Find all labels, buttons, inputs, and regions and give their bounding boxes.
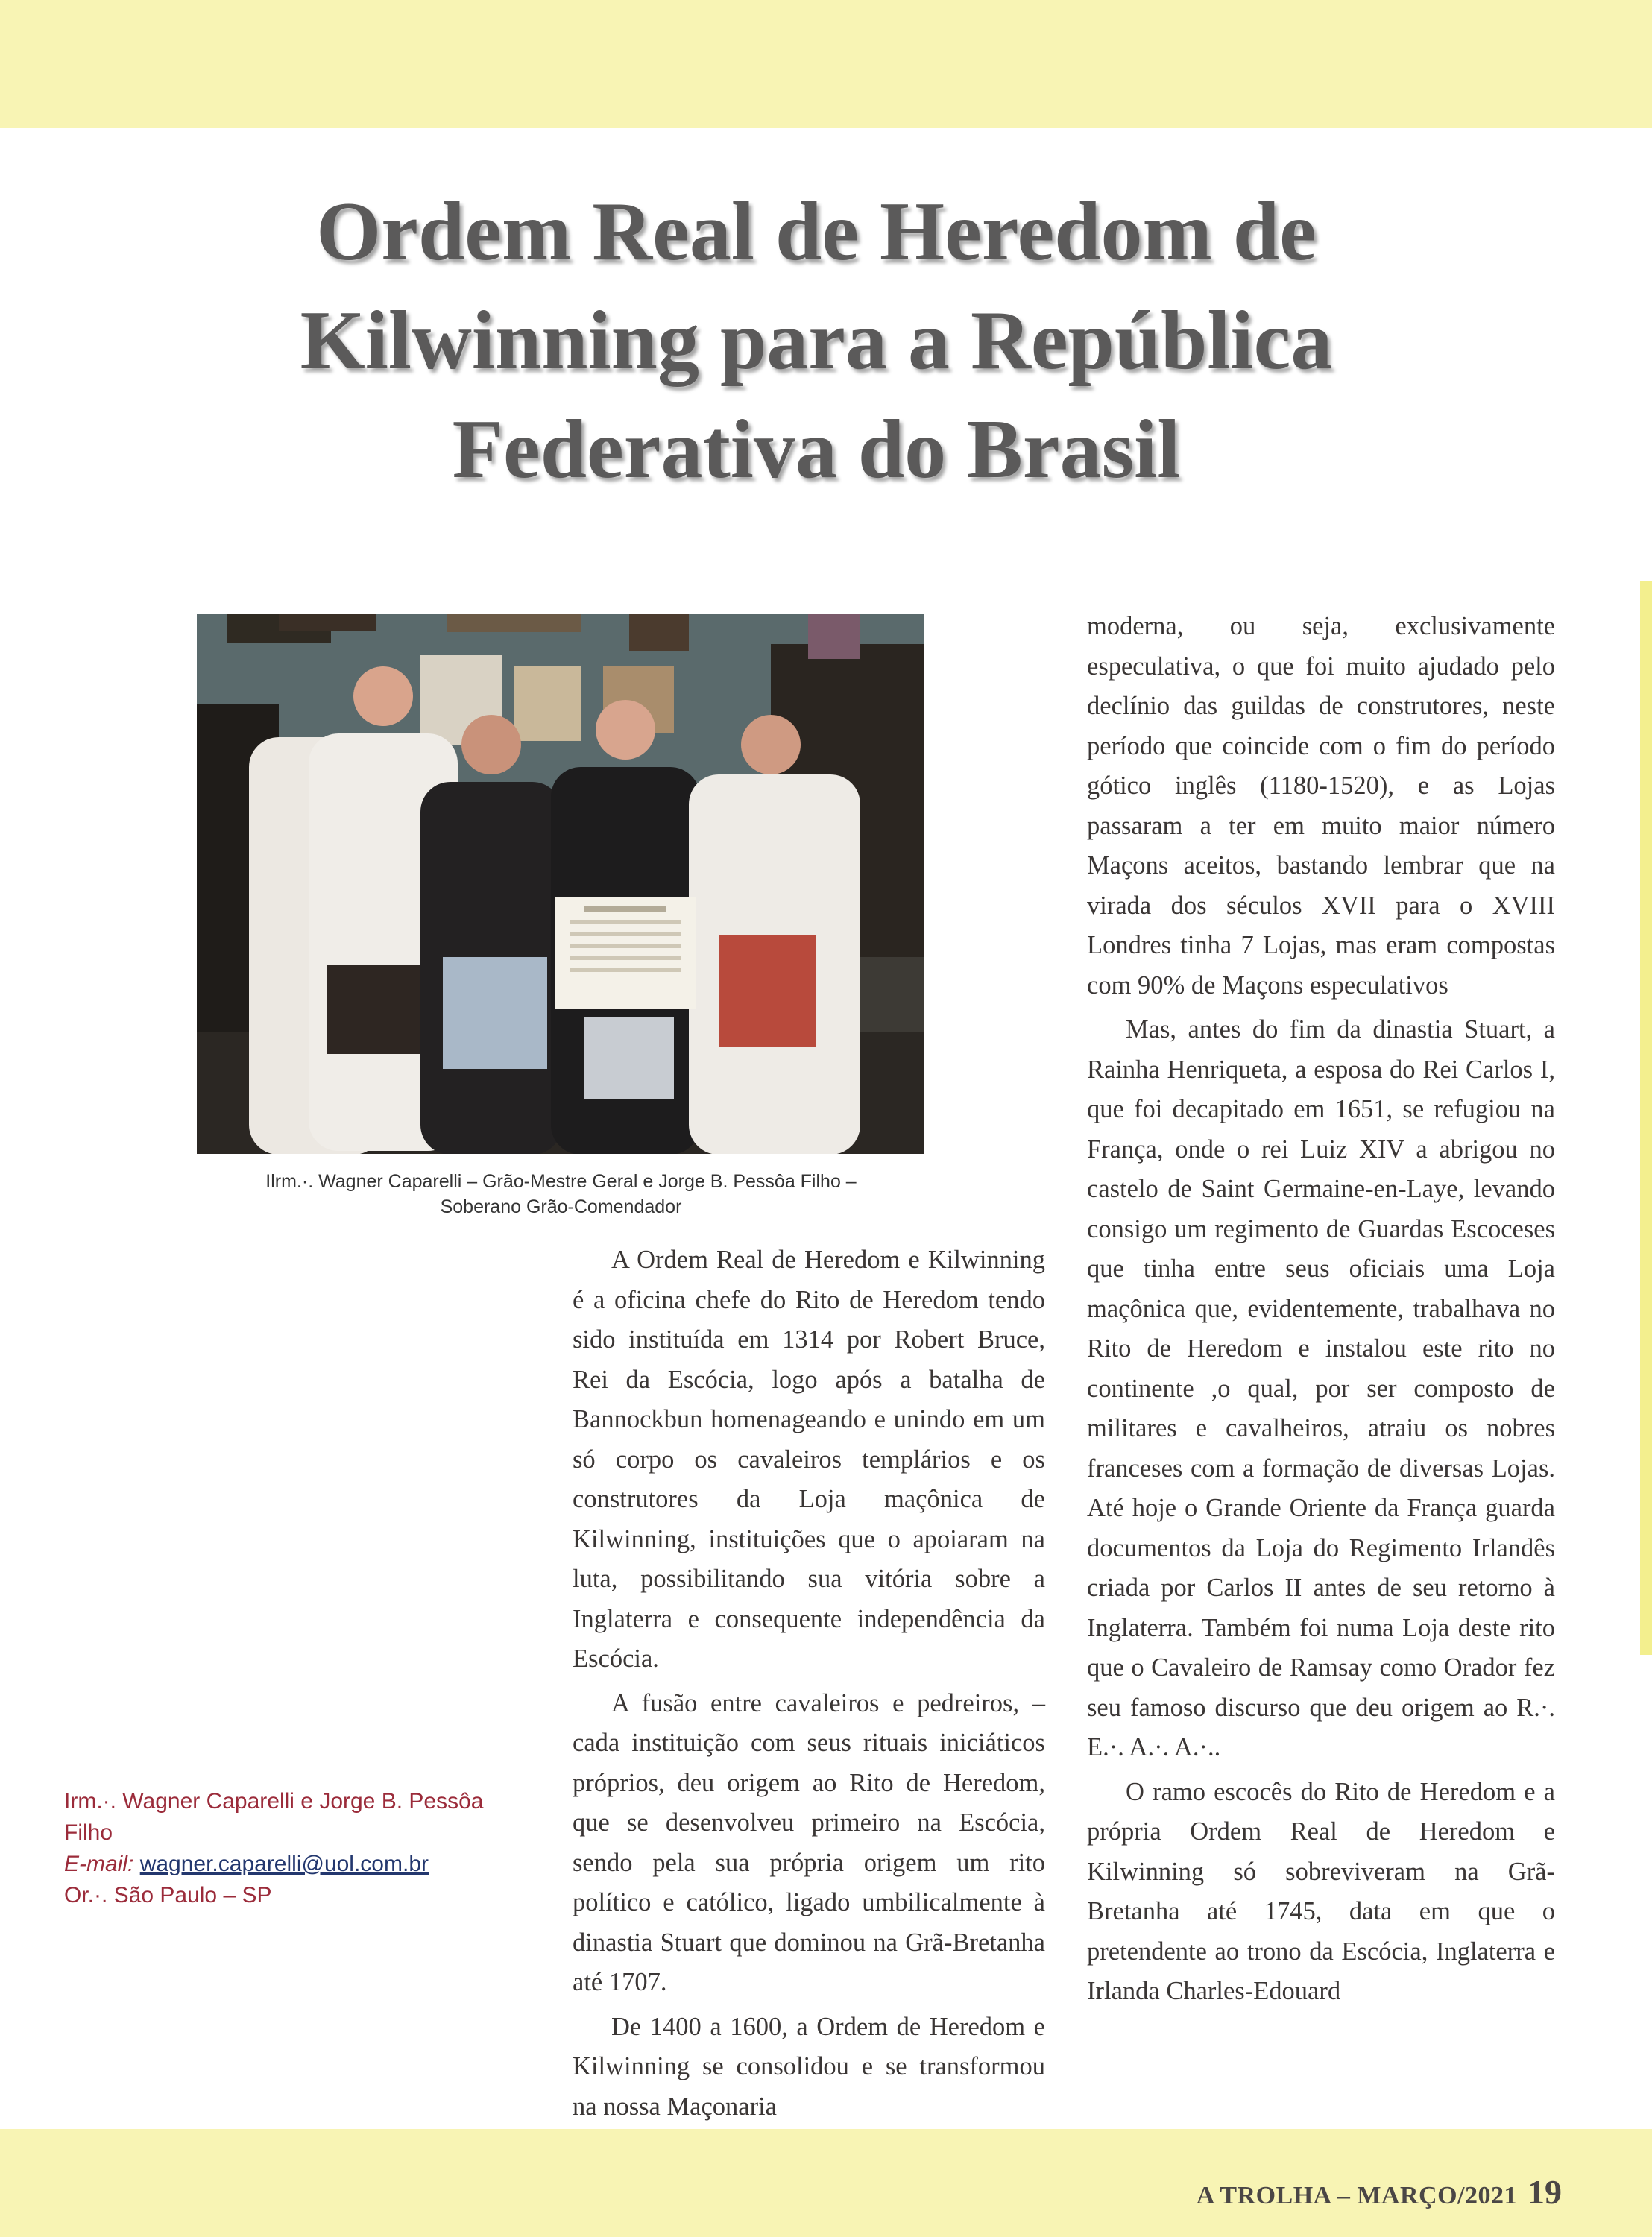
paragraph: Mas, antes do fim da dinastia Stuart, a Rainha Henriqueta, a esposa do Rei Carlos I, que foi decapitado em 1651, se refugiou na França, onde o rei Luiz XIV a abrigou no castelo de Saint Germaine-en-Laye, levando consigo um regimento de Guardas Escoceses que tinha entre seus oficiais uma Loja maçônica que, evidentemente, trabalhava no Rito de Heredom e instalou este rito no continente ,o qual, por ser composto de militares e cavalheiros, atraiu os nobres franceses com a formação de diversas Lojas. Até hoje o Grande Oriente da França guarda documentos da Loja do Regimento Irlandês criada por Carlos II antes de seu retorno à Inglaterra. Também foi numa Loja deste rito que o Cavaleiro de Ramsay como Orador fez seu famoso discurso que deu origem ao R.·. E.·. A.·. A.·.. — [1087, 1015, 1555, 1761]
side-color-strip — [1640, 581, 1652, 1655]
paragraph: A Ordem Real de Heredom e Kilwinning é a oficina chefe do Rito de Heredom tendo sido instituída em 1314 por Robert Bruce, Rei da Escócia, logo após a batalha de Bannockbun homenageando e unindo em um só corpo os cavaleiros templários e os construtores da Loja maçônica de Kilwinning, instituições que o apoiaram na luta, possibilitando sua vitória sobre a Inglaterra e consequente independência da Escócia. — [573, 1246, 1045, 1673]
author-orient: Or.·. São Paulo – SP — [64, 1883, 272, 1908]
author-names: Irm.·. Wagner Caparelli e Jorge B. Pessôa Filho — [64, 1789, 484, 1845]
page-number: 19 — [1528, 2173, 1562, 2211]
body-column-right — [1087, 607, 1555, 2016]
top-color-band — [0, 0, 1652, 128]
author-email-line — [64, 1849, 519, 1880]
email-link[interactable]: wagner.caparelli@uol.com.br — [139, 1852, 429, 1876]
author-box — [64, 1786, 519, 1911]
email-label: E-mail: — [64, 1852, 134, 1876]
paragraph: De 1400 a 1600, a Ordem de Heredom e Kilwinning se consolidou e se transformou na nossa Maçonaria — [573, 2012, 1045, 2121]
paragraph: moderna, ou seja, exclusivamente especulativa, o que foi muito ajudado pelo declínio das guildas de construtores, neste período que coincide com o fim do período gótico inglês (1180-1520), e as Lojas passaram a ter em muito maior número Maçons aceitos, bastando lembrar que na virada dos séculos XVII para o XVIII Londres tinha 7 Lojas, mas eram compostas com 90% de Maçons especulativos — [1087, 612, 1555, 1000]
body-column-left — [573, 1240, 1045, 2131]
publication-name: A TROLHA – MARÇO/2021 — [1196, 2182, 1517, 2209]
article-photo — [197, 614, 924, 1154]
paragraph: A fusão entre cavaleiros e pedreiros, – cada instituição com seus rituais iniciáticos próprios, deu origem ao Rito de Heredom, que se desenvolveu primeiro na Escócia, sendo pela sua própria origem um rito político e católico, ligado umbilicalmente à dinastia Stuart que dominou na Grã-Bretanha até 1707. — [573, 1688, 1045, 1996]
article-title: Ordem Real de Heredom de Kilwinning para a República Federativa do Brasil — [300, 186, 1333, 496]
caption-line-2: Soberano Grão-Comendador — [440, 1196, 682, 1217]
caption-line-1: Ilrm.·. Wagner Caparelli – Grão-Mestre Geral e Jorge B. Pessôa Filho – — [265, 1171, 857, 1192]
photo-caption — [216, 1169, 906, 1220]
page-footer — [1189, 2172, 1562, 2212]
paragraph: O ramo escocês do Rito de Heredom e a própria Ordem Real de Heredom e Kilwinning só sobreviveram na Grã-Bretanha até 1745, data em que o pretendente ao trono da Escócia, Inglaterra e Irlanda Charles-Edouard — [1087, 1777, 1555, 2005]
